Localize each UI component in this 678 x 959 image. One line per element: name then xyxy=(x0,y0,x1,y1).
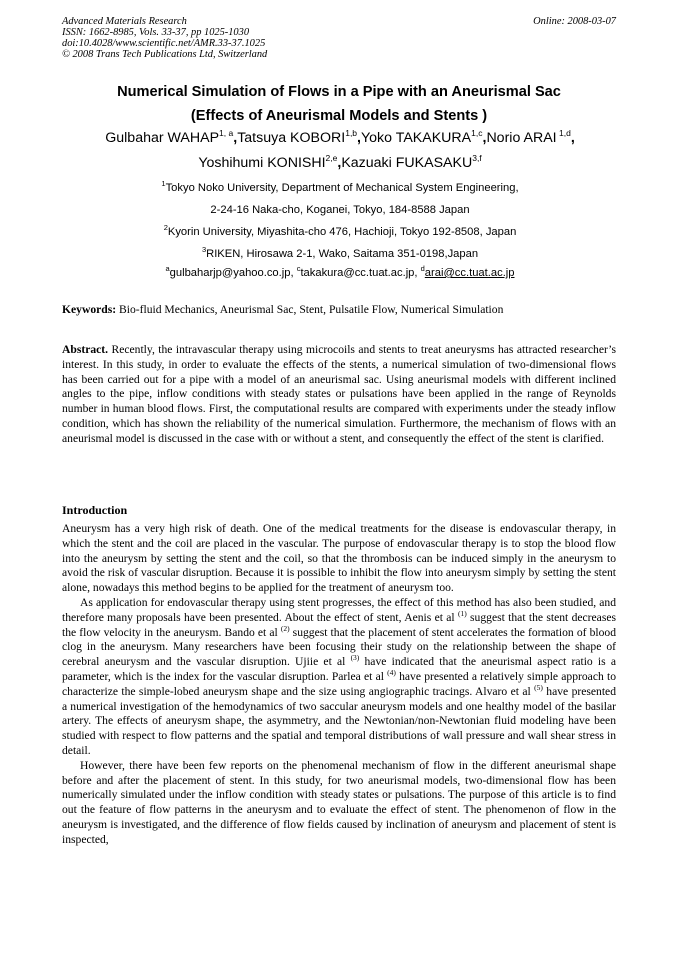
citation-ref: (4) xyxy=(387,667,396,677)
affiliation-1-address: 2-24-16 Naka-cho, Koganei, Tokyo, 184-8588 Japan xyxy=(210,204,470,216)
affiliation-3 xyxy=(40,245,640,261)
keywords xyxy=(62,303,616,318)
affiliation-text: Kyorin University, Miyashita-cho 476, Hachioji, Tokyo 192-8508, Japan xyxy=(167,226,517,238)
email-mark: d xyxy=(420,264,425,273)
paragraph-text: suggest that the placement of stent accelerates the formation of blood clog in the aneurysm. Many researchers have been focusing their study on the relationship between the shape of cerebral aneurysm and the vascular disruption. Ujiie et al xyxy=(62,625,616,669)
abstract-text: Recently, the intravascular therapy using microcoils and stents to treat aneurysms has attracted researcher’s interest. In this study, in order to evaluate the effects of the stents, a numerical simulation of two-dimensional flows has been carried out for a pipe with a model of an aneurismal sac. Using aneurismal models with different inclined angles to the pipe, inflow conditions with steady states or pulsations have been applied in the range of Reynolds number in human blood flows. First, the computational results are compared with experiments under the steady inflow condition, which has shown the reliability of the numerical simulation. Furthermore, the mechanism of flows with an aneurismal model is discussed in the case with or without a stent, and consequently the effect of the stent is clarified. xyxy=(62,343,616,445)
author-affiliation-mark: 2,e xyxy=(325,153,338,163)
author-line-2 xyxy=(40,155,640,171)
affiliation-1 xyxy=(40,179,640,195)
paragraph-text: suggest that the stent decreases the flow velocity in the aneurysm. Bando et al xyxy=(62,610,616,639)
author-line-1 xyxy=(40,130,640,146)
author-affiliation-mark: 1, a xyxy=(219,128,234,138)
copyright-line: © 2008 Trans Tech Publications Ltd, Switzerland xyxy=(62,49,268,60)
author-separator: , xyxy=(233,130,238,146)
abstract xyxy=(62,343,616,447)
author-affiliation-mark: 1,c xyxy=(471,128,483,138)
keywords-text: Bio-fluid Mechanics, Aneurismal Sac, Stent, Pulsatile Flow, Numerical Simulation xyxy=(116,303,504,316)
email-mark: a xyxy=(165,264,170,273)
intro-paragraph-2 xyxy=(62,596,616,759)
author-name: Yoshihumi KONISHI xyxy=(198,155,326,171)
email-mark: c xyxy=(296,264,301,273)
citation-ref: (2) xyxy=(280,623,290,633)
paragraph-text: have presented a relatively simple approach to characterize the simple-lobed aneurysm shape and the size using angiographic tracings. Alvaro et al xyxy=(62,669,616,698)
keywords-label: Keywords: xyxy=(62,303,117,316)
citation-ref: (1) xyxy=(457,608,467,618)
intro-paragraph-3: However, there have been few reports on the phenomenal mechanism of flow in the different aneurismal shape before and after the placement of stent. In this study, for two aneurismal models, two-dimensional flow has been numerically simulated under the inflow condition with steady states or pulsations. The purpose of this article is to find out the feature of flow patterns in the aneurysm and to evaluate the effect of stent. The phenomenon of flow in the aneurysm is investigated, and the difference of flow fields caused by inclination of aneurysm and placement of stent is inspected, xyxy=(62,758,616,846)
email-d-link[interactable]: arai@cc.tuat.ac.jp xyxy=(424,267,515,279)
issn-line: ISSN: 1662-8985, Vols. 33-37, pp 1025-1030 xyxy=(62,27,250,38)
abstract-label: Abstract. xyxy=(62,343,109,356)
paper-title-line-2: (Effects of Aneurismal Models and Stents ) xyxy=(190,108,488,124)
introduction-body xyxy=(62,522,616,848)
affiliation-2 xyxy=(40,223,640,239)
citation-ref: (5) xyxy=(534,682,543,692)
paragraph-text: have presented a numerical investigation of the hemodynamics of two saccular aneurysm models and one healthy model of the basilar artery. The effects of aneurysm shape, the asymmetry, and the Newtonian/non-Newtonian fluid modeling have been studied with respect to flow patterns and the spatial and temporal distributions of wall pressure and wall shear stress in detail. xyxy=(62,684,616,757)
author-affiliation-mark: 3,f xyxy=(472,153,482,163)
author-name: Kazuaki FUKASAKU xyxy=(341,155,473,171)
paragraph-text: As application for endovascular therapy using stent progresses, the effect of this method has also been studied, and therefore many proposals have been presented. About the effect of stent, Aenis et al xyxy=(62,595,616,624)
introduction-heading: Introduction xyxy=(62,503,128,517)
affiliation-text: Tokyo Noko University, Department of Mechanical System Engineering, xyxy=(165,182,519,194)
citation-ref: (3) xyxy=(350,653,360,663)
affiliation-mark: 2 xyxy=(163,223,168,232)
journal-header xyxy=(62,16,616,60)
author-separator: , xyxy=(482,130,487,146)
author-separator: , xyxy=(337,155,342,171)
paragraph-text: have indicated that the aneurismal aspect ratio is a parameter, which is the index for the vascular disruption. Parlea et al xyxy=(62,655,616,683)
email-a[interactable]: gulbaharjp@yahoo.co.jp, xyxy=(169,267,297,279)
affiliation-mark: 1 xyxy=(161,179,166,188)
online-date: Online: 2008-03-07 xyxy=(533,16,616,27)
journal-name: Advanced Materials Research xyxy=(62,16,187,27)
email-c[interactable]: takakura@cc.tuat.ac.jp, xyxy=(300,267,421,279)
author-name: Yoko TAKAKURA xyxy=(361,130,472,146)
intro-paragraph-1: Aneurysm has a very high risk of death. One of the medical treatments for the disease is endovascular therapy, in which the stent and the coil are placed in the vascular. The purpose of endovascular therapy is to stop the blood flow into the aneurysm by setting the stent and the coil, so that the thrombosis can be induced simply in the aneurysm to avoid the risk of vascular disruption. Because it is possible to inhibit the flow into aneurysm simply by setting the stent alone, nowadays this method begins to be applied for the treatment of aneurysm too. xyxy=(62,522,616,595)
author-affiliation-mark: 1,d xyxy=(556,128,571,138)
author-affiliation-mark: 1,b xyxy=(345,128,358,138)
author-separator: , xyxy=(357,130,361,146)
author-name: Tatsuya KOBORI xyxy=(237,130,346,146)
author-emails xyxy=(40,264,640,280)
author-name: Gulbahar WAHAP xyxy=(105,130,220,146)
paper-title-line-1: Numerical Simulation of Flows in a Pipe with an Aneurismal Sac xyxy=(117,84,561,100)
doi-line: doi:10.4028/www.scientific.net/AMR.33-37.1025 xyxy=(62,38,266,49)
author-name: Norio ARAI xyxy=(486,130,557,146)
affiliation-mark: 3 xyxy=(201,245,207,254)
affiliation-text: RIKEN, Hirosawa 2-1, Wako, Saitama 351-0198,Japan xyxy=(206,248,479,260)
author-separator: , xyxy=(570,130,575,146)
